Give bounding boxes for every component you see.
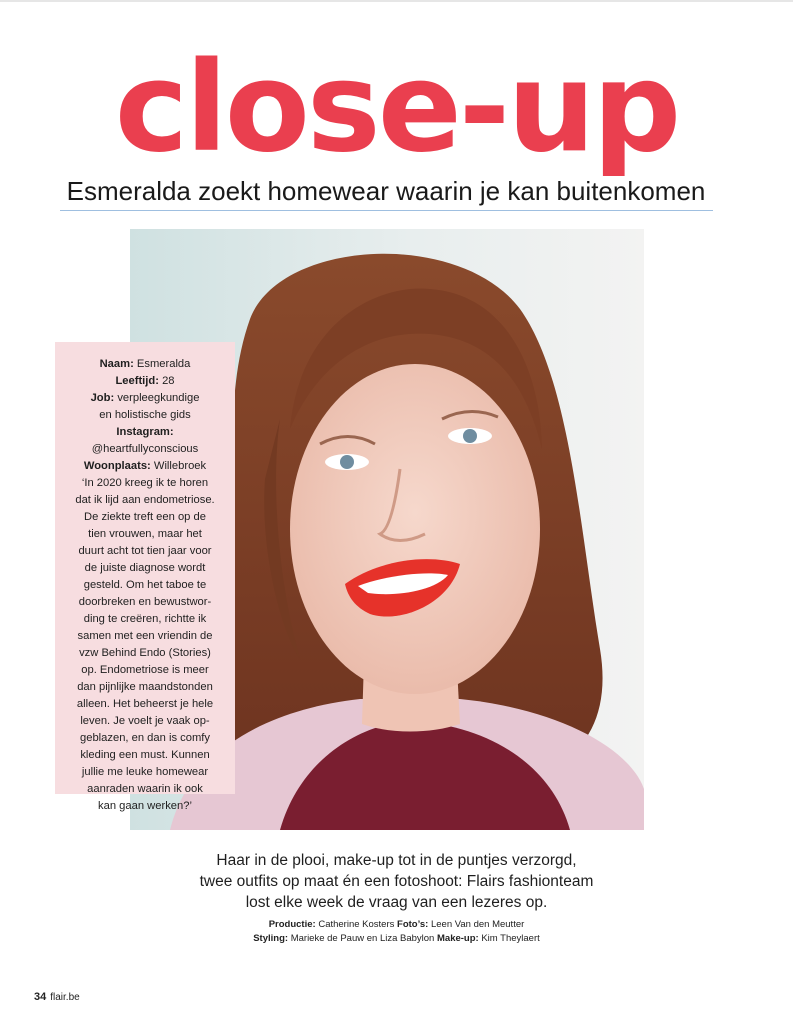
page-number: 34 — [34, 991, 47, 1003]
info-residence: Woonplaats: Willebroek — [83, 460, 207, 472]
top-border — [0, 0, 793, 2]
credits — [130, 918, 663, 946]
headline: close-up — [114, 36, 679, 180]
credits-row-2: Styling: Marieke de Pauw en Liza Babylon Make-up: Kim Theylaert — [253, 933, 540, 944]
intro-text: Haar in de plooi, make-up tot in de puntjes verzorgd, twee outfits op maat én een fotoshoot: Flairs fashionteam lost elke week de vraag van een lezeres op. — [199, 852, 594, 911]
page-footer — [34, 991, 80, 1003]
info-job: Job: verpleegkundige en holistische gids — [90, 392, 200, 421]
site-name: flair.be — [50, 992, 80, 1003]
info-quote: ‘In 2020 kreeg ik te horen dat ik lijd aan endometriose. De ziekte treft een op de tien vrouwen, maar het duurt acht tot tien jaar voor de juiste diagnose wordt gesteld. Om het taboe te doorbreken en bewustwor- ding te creëren, richtte ik samen met een vriendin de vzw Behind Endo (Stories) op. Endometriose is meer dan pijnlijke maandstonden alleen. Het beheerst je hele leven. Je voelt je vaak op- geblazen, en dan is comfy kleding een must. Kunnen jullie me leuke homewear aanraden waarin ik ook kan gaan werken?’ — [75, 477, 215, 812]
credits-row-1: Productie: Catherine Kosters Foto’s: Leen Van den Meutter — [268, 919, 525, 930]
info-instagram: Instagram: @heartfullyconscious — [91, 426, 199, 455]
subheadline-underline — [60, 210, 713, 211]
subheadline: Esmeralda zoekt homewear waarin je kan buitenkomen — [66, 176, 706, 206]
info-name: Naam: Esmeralda — [99, 358, 191, 370]
profile-info-box — [55, 342, 235, 812]
info-age: Leeftijd: 28 — [115, 375, 175, 387]
